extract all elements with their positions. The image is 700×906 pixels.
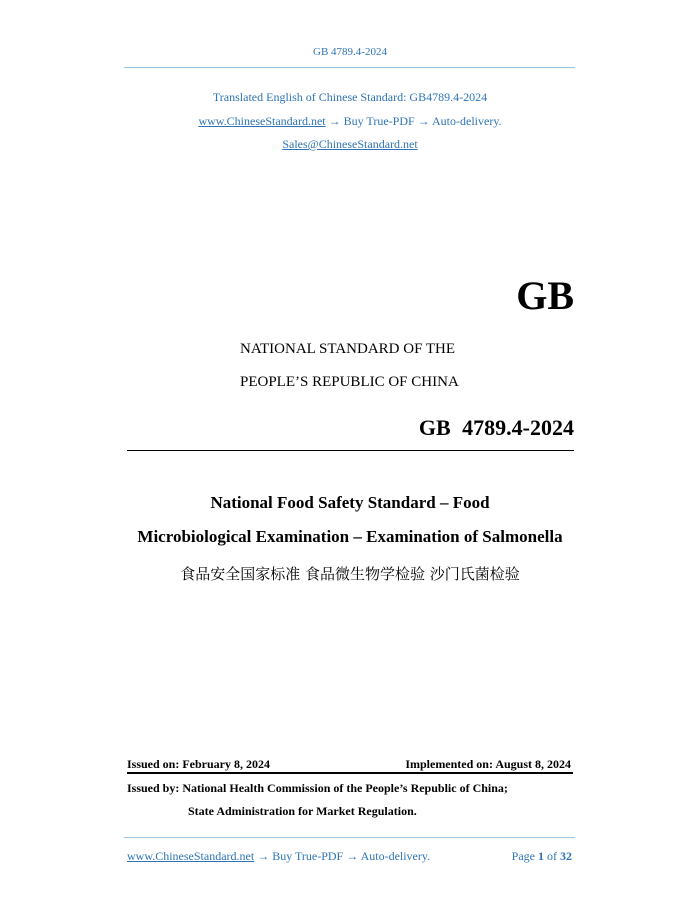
translation-note: Translated English of Chinese Standard: GB4789.4-2024 xyxy=(212,90,488,104)
running-header: GB 4789.4-2024 xyxy=(313,46,387,58)
footer-divider xyxy=(124,837,575,838)
site-link[interactable]: www.ChineseStandard.net xyxy=(198,114,326,128)
footer-site-suffix: → Buy True-PDF → Auto-delivery. xyxy=(254,849,431,863)
page-current: 1 xyxy=(538,849,544,863)
document-title-line-1: National Food Safety Standard – Food xyxy=(210,493,490,512)
standard-number-divider xyxy=(127,450,574,451)
email-line xyxy=(0,137,700,152)
header-divider xyxy=(124,67,575,68)
page-word: Page xyxy=(511,849,538,863)
national-standard-line-2: PEOPLE’S REPUBLIC OF CHINA xyxy=(240,374,459,390)
footer-site-line xyxy=(127,849,430,864)
footer-site-link[interactable]: www.ChineseStandard.net xyxy=(127,849,255,863)
page-counter xyxy=(512,849,572,864)
implemented-on-date: Implemented on: August 8, 2024 xyxy=(405,757,571,771)
national-standard-line-1: NATIONAL STANDARD OF THE xyxy=(240,341,456,357)
gb-mark: GB xyxy=(516,273,574,318)
site-line xyxy=(0,114,700,129)
email-link[interactable]: Sales@ChineseStandard.net xyxy=(282,137,418,151)
page-total: 32 xyxy=(560,849,572,863)
page-of: of xyxy=(544,849,560,863)
standard-number: GB 4789.4-2024 xyxy=(418,415,574,440)
document-title-chinese: 食品安全国家标准 食品微生物学检验 沙门氏菌检验 xyxy=(180,565,520,583)
issued-by-second-authority: State Administration for Market Regulation. xyxy=(188,804,417,818)
document-title-line-2: Microbiological Examination – Examination of Salmonella xyxy=(137,527,563,546)
issued-by: Issued by: National Health Commission of the People’s Republic of China; xyxy=(127,781,508,795)
site-line-suffix: → Buy True-PDF → Auto-delivery. xyxy=(325,114,502,128)
issuance-divider xyxy=(127,772,573,774)
issued-on-date: Issued on: February 8, 2024 xyxy=(127,757,271,771)
